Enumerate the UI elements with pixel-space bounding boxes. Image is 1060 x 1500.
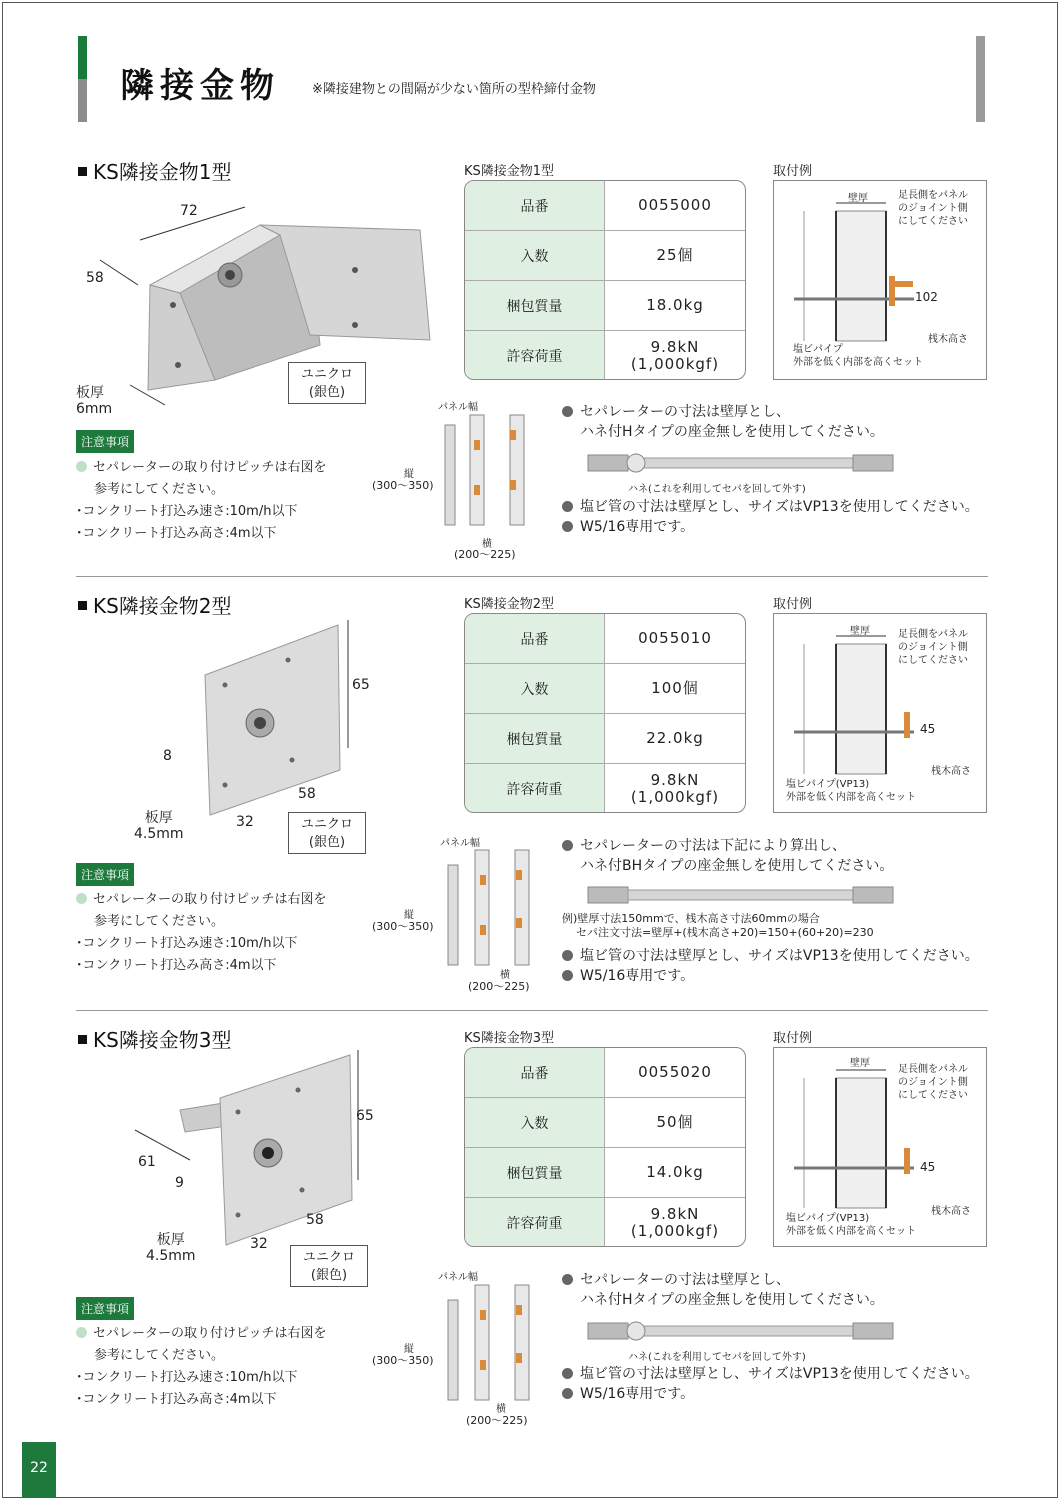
table-row: 許容荷重 9.8kN (1,000kgf) [465,331,745,380]
bullets-2b: 塩ビ管の寸法は壁厚とし、サイズはVP13を使用してください。 W5/16専用です。 [562,946,979,986]
spec-table-2 [464,613,746,813]
example-caption-1: 取付例 [773,164,813,179]
table-row: 許容荷重 9.8kN (1,000kgf) [465,1198,745,1247]
panel-width-2: パネル幅 [440,838,480,849]
dim-58-2: 58 [298,786,316,802]
dim-58: 58 [86,270,104,286]
separator-image-2 [588,882,893,908]
section-divider [76,1010,988,1011]
panel-pitch-diagram-3 [440,1275,550,1405]
wall-thickness-3: 壁厚 [850,1058,870,1069]
example-caption-3: 取付例 [773,1031,813,1046]
section-divider [76,576,988,577]
batten-height-1: 桟木高さ [928,334,968,345]
finish-tag-2: ユニクロ (銀色) [288,812,366,854]
dim-58-3: 58 [306,1212,324,1228]
panel-pitch-diagram-2 [440,840,550,970]
hane-note-3: ハネ(これを利用してセパを回して外す) [628,1352,806,1363]
dim-61-3: 61 [138,1154,156,1170]
vertical-3: 縦 [404,1344,414,1355]
dim-72: 72 [180,203,198,219]
table-row: 梱包質量 18.0kg [465,281,745,331]
batten-height-2: 桟木高さ [931,766,971,777]
horizontal-3: 横 [496,1404,506,1415]
panel-pitch-diagram-1 [440,405,550,535]
horizontal-1: 横 [482,539,492,550]
wall-thickness-1: 壁厚 [848,193,868,204]
bullets-1a: セパレーターの寸法は壁厚とし、 ハネ付Hタイプの座金無しを使用してください。 [562,402,884,442]
bullets-3a: セパレーターの寸法は壁厚とし、 ハネ付Hタイプの座金無しを使用してください。 [562,1270,884,1310]
pipe-note-3: 塩ビパイプ(VP13) 外部を低く内部を高くセット [786,1213,916,1237]
dim-32-3: 32 [250,1236,268,1252]
table-caption-2: KS隣接金物2型 [464,597,555,612]
header-accent-bar [78,36,87,122]
table-row: 梱包質量 22.0kg [465,714,745,764]
plate-thickness-3: 板厚 4.5mm [146,1232,196,1264]
bullets-3b: 塩ビ管の寸法は壁厚とし、サイズはVP13を使用してください。 W5/16専用です。 [562,1364,979,1404]
table-row: 品番 0055000 [465,181,745,231]
finish-tag-3: ユニクロ (銀色) [290,1245,368,1287]
page-subtitle: ※隣接建物との間隔が少ない箇所の型枠締付金物 [312,82,596,97]
horizontal-range-3: (200〜225) [466,1414,528,1427]
long-side-note-2: 足長側をパネル のジョイント側 にしてください [898,629,968,666]
bullets-1b: 塩ビ管の寸法は壁厚とし、サイズはVP13を使用してください。 W5/16専用です。 [562,497,979,537]
separator-image-3 [588,1318,893,1344]
long-side-note-3: 足長側をパネル のジョイント側 にしてください [898,1064,968,1101]
page-title: 隣接金物 [120,66,280,106]
finish-tag-1: ユニクロ (銀色) [288,362,366,404]
table-row: 許容荷重 9.8kN (1,000kgf) [465,764,745,813]
dim-65-2: 65 [352,677,370,693]
table-row: 品番 0055010 [465,614,745,664]
table-caption-3: KS隣接金物3型 [464,1031,555,1046]
pipe-note-2: 塩ビパイプ(VP13) 外部を低く内部を高くセット [786,779,916,803]
product-illustration-type1 [70,195,430,435]
long-side-note-1: 足長側をパネル のジョイント側 にしてください [898,190,968,227]
separator-image-1 [588,450,893,476]
vertical-1: 縦 [404,469,414,480]
example-caption-2: 取付例 [773,597,813,612]
spec-table-3 [464,1047,746,1247]
header-right-bar [976,36,985,122]
calc-example-2: 例)壁厚寸法150mmで、桟木高さ寸法60mmの場合 セパ注文寸法=壁厚+(桟木高さ+20)=150+(60+20)=230 [562,912,874,939]
page-number: 22 [22,1442,56,1498]
plate-thickness-1: 板厚 6mm [76,385,113,417]
notes-3: セパレーターの取り付けピッチは右図を 参考にしてください。 ･コンクリート打込み速さ:10m/h以下 ･コンクリート打込み高さ:4m以下 [76,1326,327,1407]
spec-table-1 [464,180,746,380]
vertical-range-2: (300〜350) [372,920,434,933]
table-row: 梱包質量 14.0kg [465,1148,745,1198]
notes-2: セパレーターの取り付けピッチは右図を 参考にしてください。 ･コンクリート打込み速さ:10m/h以下 ･コンクリート打込み高さ:4m以下 [76,892,327,973]
table-row: 入数 100個 [465,664,745,714]
table-caption-1: KS隣接金物1型 [464,164,555,179]
product-illustration-type3 [130,1050,390,1250]
notes-label-2: 注意事項 [76,863,134,886]
dim-65-3: 65 [356,1108,374,1124]
pipe-note-1: 塩ビパイプ 外部を低く内部を高くセット [793,344,923,368]
notes-1: セパレーターの取り付けピッチは右図を 参考にしてください。 ･コンクリート打込み速さ:10m/h以下 ･コンクリート打込み高さ:4m以下 [76,460,327,541]
table-row: 入数 50個 [465,1098,745,1148]
vertical-range-1: (300〜350) [372,479,434,492]
dim-45-3: 45 [920,1160,936,1174]
table-row: 品番 0055020 [465,1048,745,1098]
wall-thickness-2: 壁厚 [850,626,870,637]
section-title-3: KS隣接金物3型 [78,1024,232,1053]
notes-label-1: 注意事項 [76,430,134,453]
bullets-2a: セパレーターの寸法は下記により算出し、 ハネ付BHタイプの座金無しを使用してください。 [562,836,893,876]
vertical-range-3: (300〜350) [372,1354,434,1367]
horizontal-range-1: (200〜225) [454,548,516,561]
panel-width-1: パネル幅 [438,402,478,413]
batten-height-3: 桟木高さ [931,1206,971,1217]
dim-32-2: 32 [236,814,254,830]
dim-102: 102 [915,290,938,304]
horizontal-range-2: (200〜225) [468,980,530,993]
section-title-1: KS隣接金物1型 [78,156,232,185]
vertical-2: 縦 [404,910,414,921]
dim-8-2: 8 [163,748,172,764]
horizontal-2: 横 [500,970,510,981]
plate-thickness-2: 板厚 4.5mm [134,810,184,842]
table-row: 入数 25個 [465,231,745,281]
dim-45-2: 45 [920,722,936,736]
hane-note-1: ハネ(これを利用してセパを回して外す) [628,484,806,495]
section-title-2: KS隣接金物2型 [78,590,232,619]
notes-label-3: 注意事項 [76,1297,134,1320]
dim-9-3: 9 [175,1175,184,1191]
panel-width-3: パネル幅 [438,1272,478,1283]
